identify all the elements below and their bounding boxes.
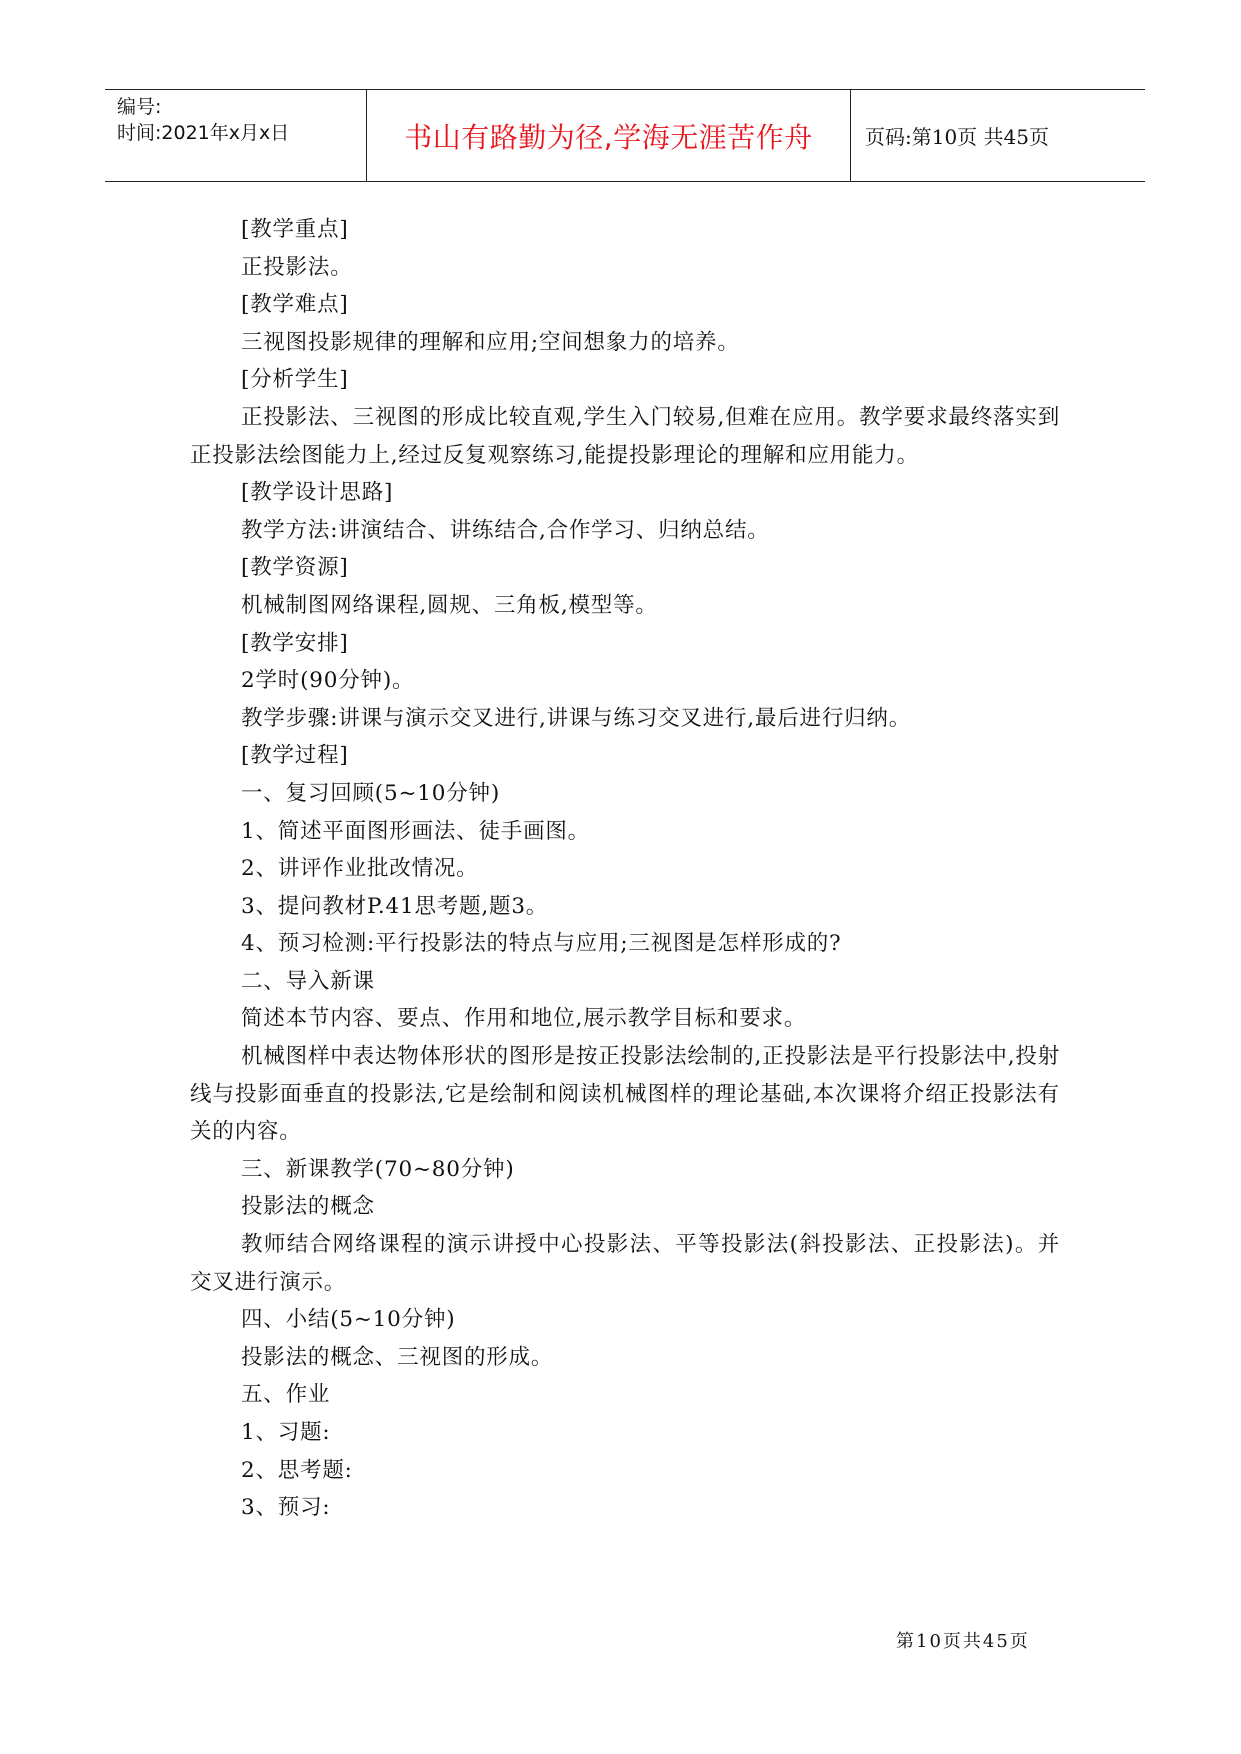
paragraph: 投影法的概念 (241, 1194, 375, 1220)
paragraph: 教学方法:讲演结合、讲练结合,合作学习、归纳总结。 (241, 517, 770, 543)
motto-cell (367, 90, 851, 181)
paragraph: 教师结合网络课程的演示讲授中心投影法、平等投影法(斜投影法、正投影法)。并交叉进行演示。 (190, 1232, 1060, 1295)
paragraph: 教学步骤:讲课与演示交叉进行,讲课与练习交叉进行,最后进行归纳。 (241, 705, 912, 731)
paragraph: [分析学生] (241, 367, 349, 393)
paragraph: 正投影法。 (241, 254, 353, 280)
paragraph: 4、预习检测:平行投影法的特点与应用;三视图是怎样形成的? (241, 931, 842, 957)
paragraph: 机械图样中表达物体形状的图形是按正投影法绘制的,正投影法是平行投影法中,投射线与投影面垂直的投影法,它是绘制和阅读机械图样的理论基础,本次课将介绍正投影法有关的内容。 (190, 1044, 1060, 1145)
paragraph: [教学重点] (241, 217, 349, 242)
page-footer (896, 1627, 1030, 1653)
paragraph: 一、复习回顾(5~10分钟) (241, 780, 501, 806)
paragraph: [教学难点] (241, 292, 349, 318)
paragraph: 简述本节内容、要点、作用和地位,展示教学目标和要求。 (241, 1006, 807, 1032)
motto-text: 书山有路勤为径,学海无涯苦作舟 (404, 120, 813, 154)
paragraph: 正投影法、三视图的形成比较直观,学生入门较易,但难在应用。教学要求最终落实到正投影法绘图能力上,经过反复观察练习,能提投影理论的理解和应用能力。 (190, 404, 1060, 468)
paragraph: [教学安排] (241, 630, 349, 656)
footer-page-number: 第10页共45页 (896, 1631, 1030, 1652)
paragraph: 机械制图网络课程,圆规、三角板,模型等。 (241, 592, 658, 618)
paragraph: 五、作业 (241, 1382, 331, 1408)
time-label: 时间:2021年x月x日 (117, 122, 290, 144)
document-body (190, 211, 1060, 1527)
page-info-cell (851, 90, 1145, 181)
paragraph: 3、提问教材P.41思考题,题3。 (241, 893, 549, 919)
paragraph: 3、预习: (241, 1495, 331, 1521)
paragraph: 投影法的概念、三视图的形成。 (241, 1344, 554, 1370)
paragraph: 二、导入新课 (241, 968, 375, 994)
paragraph: 四、小结(5~10分钟) (241, 1307, 456, 1333)
paragraph: 1、习题: (241, 1420, 331, 1445)
paragraph: 2学时(90分钟)。 (241, 668, 415, 694)
paragraph: 三视图投影规律的理解和应用;空间想象力的培养。 (241, 329, 740, 355)
paragraph: [教学资源] (241, 555, 349, 581)
paragraph: 三、新课教学(70~80分钟) (241, 1156, 515, 1182)
header-left-cell (105, 90, 367, 181)
paragraph: [教学设计思路] (241, 480, 394, 506)
paragraph: 2、思考题: (241, 1457, 353, 1483)
page-header (105, 89, 1145, 182)
number-label: 编号: (117, 96, 162, 118)
page-info-text: 页码:第10页 共45页 (865, 125, 1049, 149)
paragraph: 2、讲评作业批改情况。 (241, 856, 479, 882)
paragraph: [教学过程] (241, 743, 349, 769)
paragraph: 1、简述平面图形画法、徒手画图。 (241, 818, 590, 844)
